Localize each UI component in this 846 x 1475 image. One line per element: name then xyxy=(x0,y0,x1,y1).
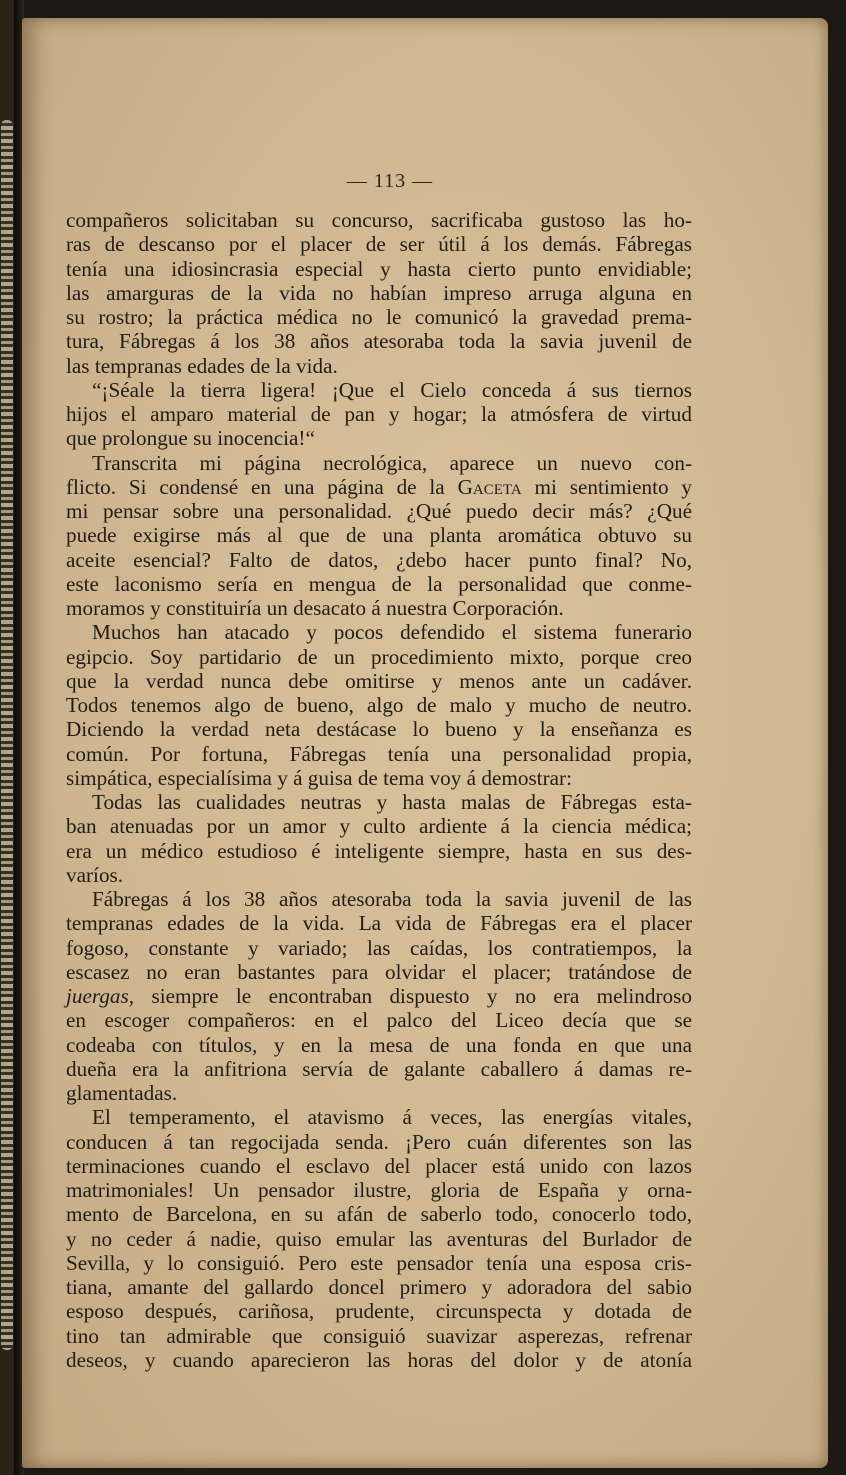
text-line: tenía una idiosincrasia especial y hasta cierto punto envidiable; xyxy=(66,256,692,281)
text-line: simpática, especialísima y á guisa de tema voy á demostrar: xyxy=(66,765,572,790)
text-line: ras de descanso por el placer de ser útil á los demás. Fábregas xyxy=(66,232,692,257)
text-line: las amarguras de la vida no habían impreso arruga alguna en xyxy=(66,280,692,305)
book-spine xyxy=(0,0,14,1475)
text-line: moramos y constituiría un desacato á nuestra Corporación. xyxy=(66,596,564,620)
text-line: que prolongue su inocencia!“ xyxy=(66,426,315,451)
text-line: en escoger compañeros: en el palco del Liceo decía que se xyxy=(66,1008,692,1033)
text-line: ban atenuadas por un amor y culto ardiente á la ciencia médica; xyxy=(66,814,692,839)
text-segment: flicto. Si condensé en una página de la xyxy=(66,474,458,499)
text-line: Diciendo la verdad neta destácase lo bueno y la enseñanza es xyxy=(66,717,692,742)
text-line: esposo después, cariñosa, prudente, circunspecta y dotada de xyxy=(66,1299,692,1324)
text-line: tino tan admirable que consiguió suavizar asperezas, refrenar xyxy=(66,1323,692,1348)
body-text xyxy=(66,208,692,1372)
text-line: Muchos han atacado y pocos defendido el sistema funerario xyxy=(92,620,692,645)
text-line: terminaciones cuando el esclavo del placer está unido con lazos xyxy=(66,1153,692,1178)
text-line: dueña era la anfitriona servía de galante caballero á damas re- xyxy=(66,1056,692,1081)
text-line: común. Por fortuna, Fábregas tenía una personalidad propia, xyxy=(66,741,692,766)
text-line: fogoso, constante y variado; las caídas, los contratiempos, la xyxy=(66,935,692,960)
text-line: y no ceder á nadie, quiso emular las aventuras del Burlador de xyxy=(66,1226,692,1251)
text-line: era un médico estudioso é inteligente siempre, hasta en sus des- xyxy=(66,838,692,863)
text-line: las tempranas edades de la vida. xyxy=(66,353,338,378)
text-line: tiana, amante del gallardo doncel primero y adoradora del sabio xyxy=(66,1275,692,1299)
text-line: “¡Séale la tierra ligera! ¡Que el Cielo conceda á sus tiernos xyxy=(92,377,692,402)
text-line: aceite esencial? Falto de datos, ¿debo hacer punto final? No, xyxy=(66,547,692,572)
text-line: conducen á tan regocijada senda. ¡Pero cuán diferentes son las xyxy=(66,1129,692,1154)
text-line: este laconismo sería en mengua de la personalidad que conme- xyxy=(66,571,692,596)
text-line: tura, Fábregas á los 38 años atesoraba toda la savia juvenil de xyxy=(66,329,692,354)
publication-name: Gaceta xyxy=(457,474,522,499)
text-line: codeaba con títulos, y en la mesa de una fonda en que una xyxy=(66,1032,692,1057)
text-line: egipcio. Soy partidario de un procedimiento mixto, porque creo xyxy=(66,644,692,669)
text-line: compañeros solicitaban su concurso, sacrificaba gustoso las ho- xyxy=(66,208,692,232)
page-number: — 113 — xyxy=(346,170,434,192)
text-line: glamentadas. xyxy=(66,1081,178,1105)
book-page xyxy=(22,18,828,1468)
text-line: Transcrita mi página necrológica, aparece un nuevo con- xyxy=(92,450,692,475)
text-line: matrimoniales! Un pensador ilustre, gloria de España y orna- xyxy=(66,1178,692,1202)
text-line: escasez no eran bastantes para olvidar el placer; tratándose de xyxy=(66,959,692,984)
text-line: Sevilla, y lo consiguió. Pero este pensador tenía una esposa cris- xyxy=(66,1250,692,1275)
text-line: Todas las cualidades neutras y hasta malas de Fábregas esta- xyxy=(92,790,692,814)
text-line: mento de Barcelona, en su afán de saberlo todo, conocerlo todo, xyxy=(66,1202,692,1227)
text-line: su rostro; la práctica médica no le comunicó la gravedad prema- xyxy=(66,305,692,329)
text-line: deseos, y cuando aparecieron las horas del dolor y de atonía xyxy=(66,1347,692,1372)
text-line: El temperamento, el atavismo á veces, las energías vitales, xyxy=(92,1105,692,1130)
text-segment: mi sentimiento y xyxy=(521,474,692,499)
text-segment: siempre le encontraban dispuesto y no era melindroso xyxy=(134,984,692,1008)
text-line: hijos el amparo material de pan y hogar; la atmósfera de virtud xyxy=(66,402,692,426)
text-line: varíos. xyxy=(66,862,124,887)
text-line: mi pensar sobre una personalidad. ¿Qué puedo decir más? ¿Qué xyxy=(66,499,692,523)
text-line: Fábregas á los 38 años atesoraba toda la savia juvenil de las xyxy=(92,887,692,911)
italic-word: juergas, xyxy=(66,984,135,1008)
text-line xyxy=(66,475,692,499)
text-line: puede exigirse más al que de una planta aromática obtuvo su xyxy=(66,523,692,548)
text-line: que la verdad nunca debe omitirse y menos ante un cadáver. xyxy=(66,668,692,693)
text-line: tempranas edades de la vida. La vida de Fábregas era el placer xyxy=(66,911,692,936)
text-line xyxy=(66,984,692,1008)
spine-ornament xyxy=(1,120,13,1350)
text-line: Todos tenemos algo de bueno, algo de malo y mucho de neutro. xyxy=(66,693,692,717)
